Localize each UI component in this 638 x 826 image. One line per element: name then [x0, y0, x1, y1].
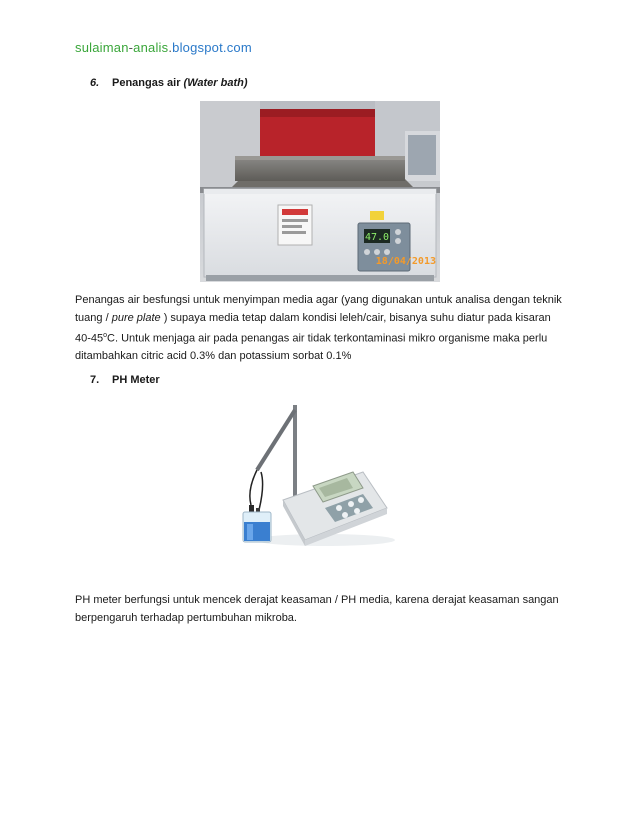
degree-superscript: o [103, 332, 108, 339]
section-6-text-c: C. Untuk menjaga air pada penangas air tidak terkontaminasi mikro organisme maka perlu ditambahkan citric acid 0.3% dan potassium sorbat 0.1% [75, 332, 548, 363]
water-bath-photo [200, 101, 440, 282]
photo-date-stamp: 18/04/2013 [375, 256, 436, 267]
section-6-text-b: ) supaya media tetap dalam kondisi leleh/cair, bisanya suhu diatur pada kisaran 40-45 [75, 311, 551, 345]
section-6-paragraph [75, 292, 565, 366]
ph-meter-photo [235, 400, 395, 550]
site-name-part1: sulaiman [75, 40, 129, 55]
site-name-part3: blogspot.com [172, 40, 252, 55]
section-7-paragraph: PH meter berfungsi untuk mencek derajat keasaman / PH media, karena derajat keasaman sangan berpengaruh terhadap pertumbuhan mikroba. [75, 594, 559, 624]
section-7-title: PH Meter [112, 374, 160, 386]
section-7-heading [90, 374, 160, 386]
section-7-number: 7. [90, 374, 100, 386]
section-6-title: Penangas air [112, 77, 184, 89]
section-6-text-italic: pure plate [111, 311, 161, 324]
site-header [75, 40, 252, 55]
section-6-title-italic: (Water bath) [183, 77, 248, 89]
section-6-heading [90, 77, 248, 89]
section-6-number: 6. [90, 77, 100, 89]
section-6-text-a: Penangas air besfungsi untuk menyimpan media agar (yang digunakan untuk analisa dengan teknik tuang / [75, 294, 562, 324]
water-bath-display-value: 47.0 [364, 232, 390, 243]
site-name-sep2: . [168, 40, 173, 55]
site-name-sep1: - [128, 40, 134, 55]
site-name-part2: analis [133, 40, 169, 55]
